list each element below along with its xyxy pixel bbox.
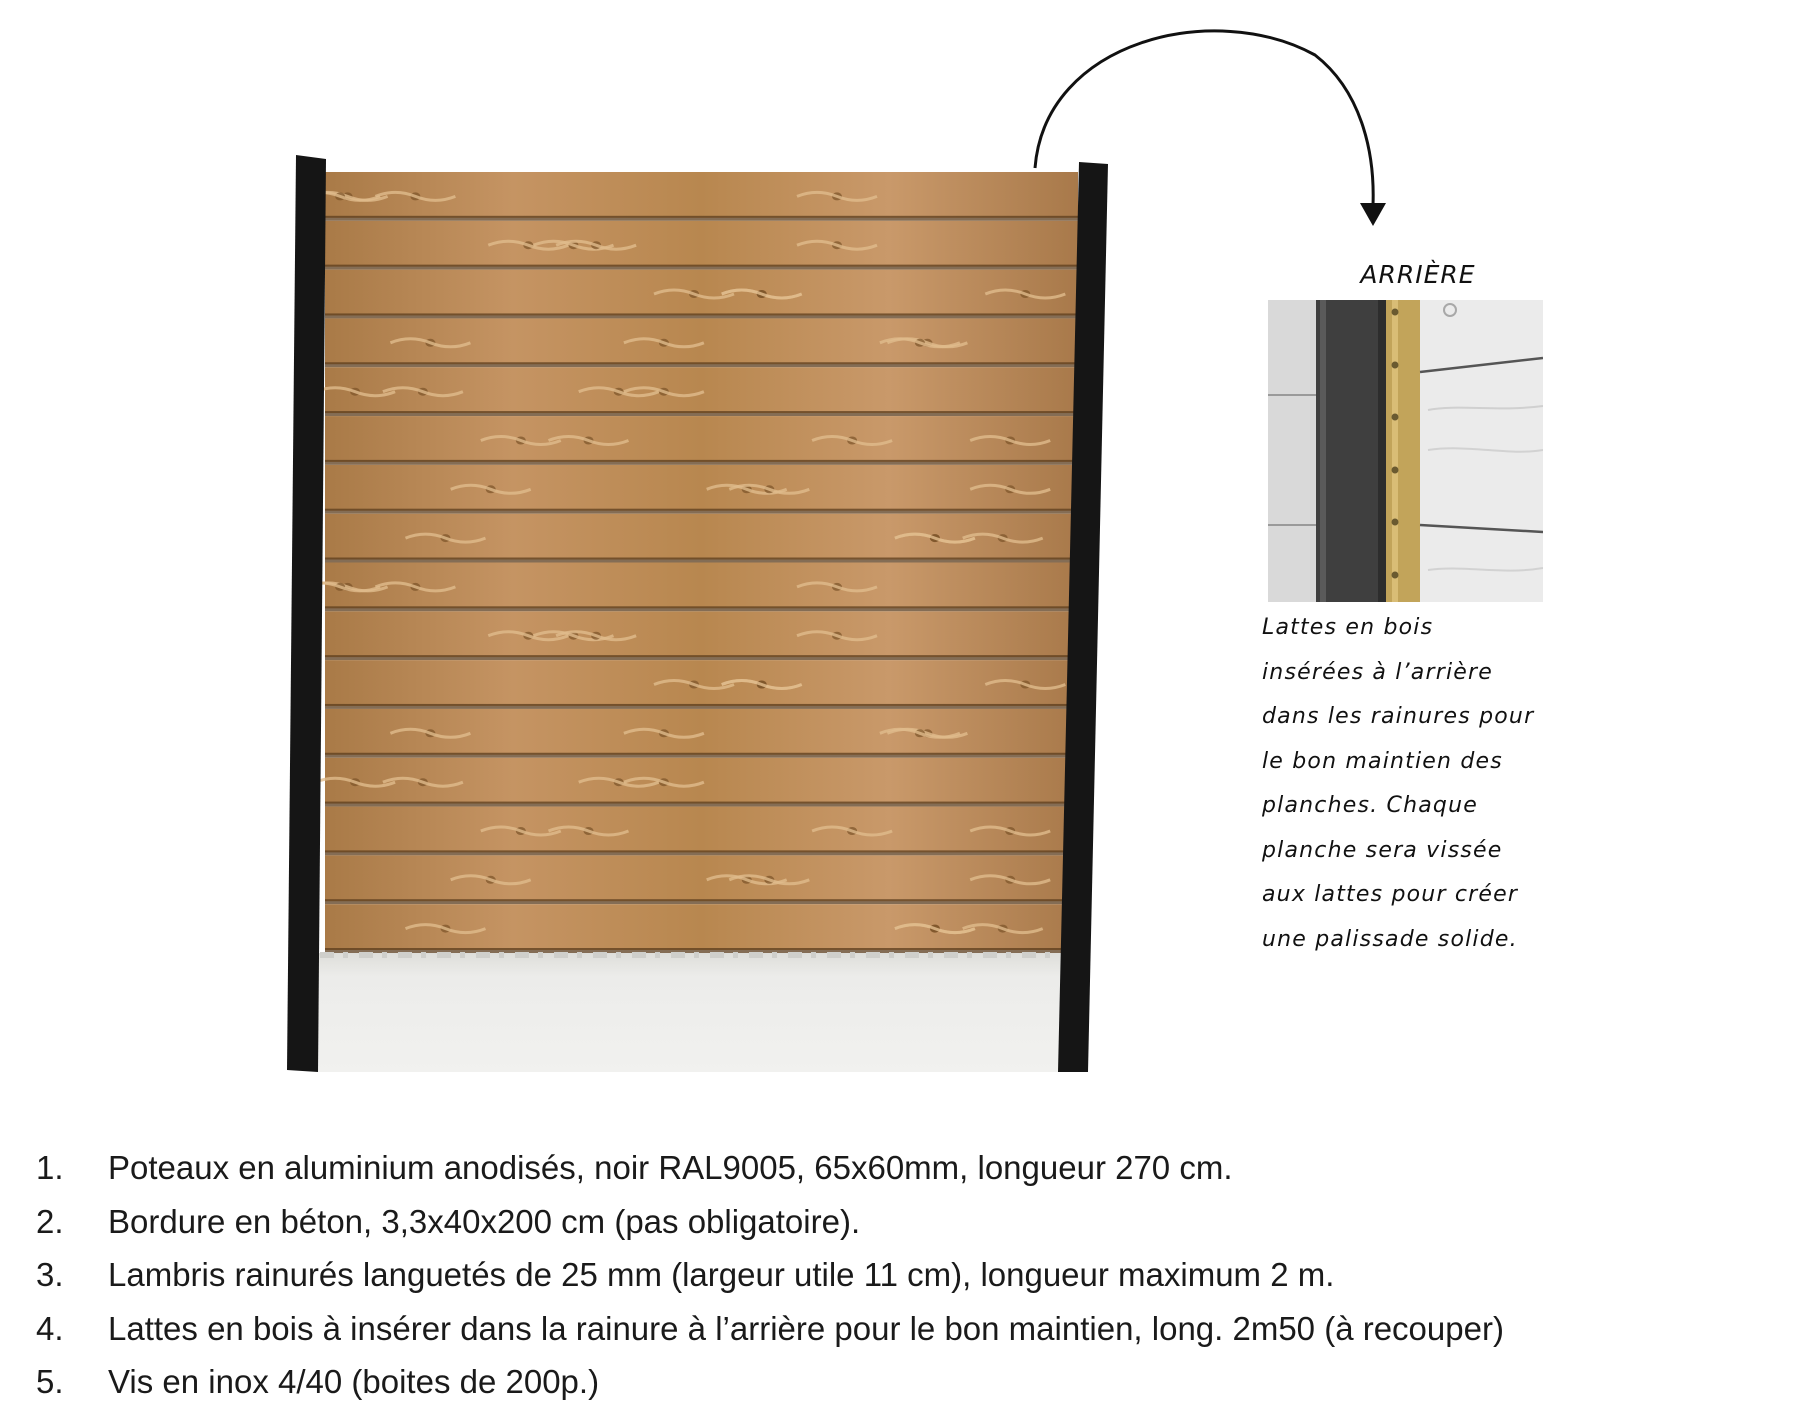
spec-number: 2.: [36, 1202, 64, 1240]
spec-item: [36, 1302, 1816, 1356]
concrete-border: [318, 953, 1063, 1072]
wood-board: [325, 660, 1078, 706]
back-view-label: ARRIÈRE: [1360, 260, 1476, 289]
spec-item: [36, 1141, 1816, 1195]
wood-board: [325, 807, 1078, 853]
wood-board: [325, 318, 1078, 364]
spec-number: 1.: [36, 1149, 64, 1186]
description-line: planche sera vissée: [1262, 837, 1503, 863]
description-line: Lattes en bois: [1262, 615, 1434, 640]
spec-text: Vis en inox 4/40 (boites de 200p.): [108, 1363, 600, 1400]
board-groove: [325, 850, 1078, 855]
board-groove: [325, 802, 1078, 807]
board-groove: [325, 753, 1078, 758]
spec-item: [36, 1195, 1816, 1249]
board-groove: [325, 411, 1078, 416]
board-groove: [325, 265, 1078, 270]
back-view-description: [1262, 606, 1562, 962]
spec-number: 3.: [36, 1256, 64, 1293]
wood-board: [325, 270, 1078, 316]
wood-board: [325, 221, 1078, 267]
board-groove: [325, 313, 1078, 318]
wood-board: [325, 416, 1078, 462]
wood-board: [325, 465, 1078, 511]
board-groove: [325, 460, 1078, 465]
wood-board: [325, 563, 1078, 609]
spec-item: [36, 1248, 1816, 1302]
spec-text: Bordure en béton, 3,3x40x200 cm (pas obligatoire).: [108, 1202, 861, 1240]
spec-item: [36, 1355, 1816, 1409]
board-groove: [325, 509, 1078, 514]
board-groove: [325, 216, 1078, 221]
spec-list: [36, 1141, 1816, 1409]
description-line: dans les rainures pour: [1262, 704, 1535, 729]
board-groove: [325, 655, 1078, 660]
description-line: planches. Chaque: [1262, 793, 1478, 818]
wood-board: [325, 611, 1078, 657]
wood-boards: [300, 172, 1078, 953]
wood-board: [325, 855, 1078, 901]
description-line: aux lattes pour créer: [1262, 882, 1519, 907]
board-groove: [325, 558, 1078, 563]
spec-number: 5.: [36, 1363, 64, 1400]
wood-board: [325, 367, 1078, 413]
spec-text: Poteaux en aluminium anodisés, noir RAL9005, 65x60mm, longueur 270 cm.: [108, 1149, 1233, 1186]
wood-board: [325, 758, 1078, 804]
wood-board: [325, 709, 1078, 755]
spec-number: 4.: [36, 1309, 64, 1347]
description-line: une palissade solide.: [1262, 926, 1518, 952]
board-groove: [325, 362, 1078, 367]
spec-text: Lambris rainurés languetés de 25 mm (largeur utile 11 cm), longueur maximum 2 m.: [108, 1256, 1335, 1293]
left-post: [287, 155, 326, 1072]
spec-text: Lattes en bois à insérer dans la rainure à l’arrière pour le bon maintien, long. 2m50 (à recouper): [108, 1309, 1504, 1347]
board-groove: [325, 704, 1078, 709]
wood-board: [325, 172, 1078, 218]
board-groove: [325, 606, 1078, 611]
description-line: le bon maintien des: [1262, 748, 1503, 774]
fence-back-detail-photo: [1268, 300, 1543, 602]
description-line: insérées à l’arrière: [1262, 659, 1494, 685]
board-groove: [325, 899, 1078, 904]
